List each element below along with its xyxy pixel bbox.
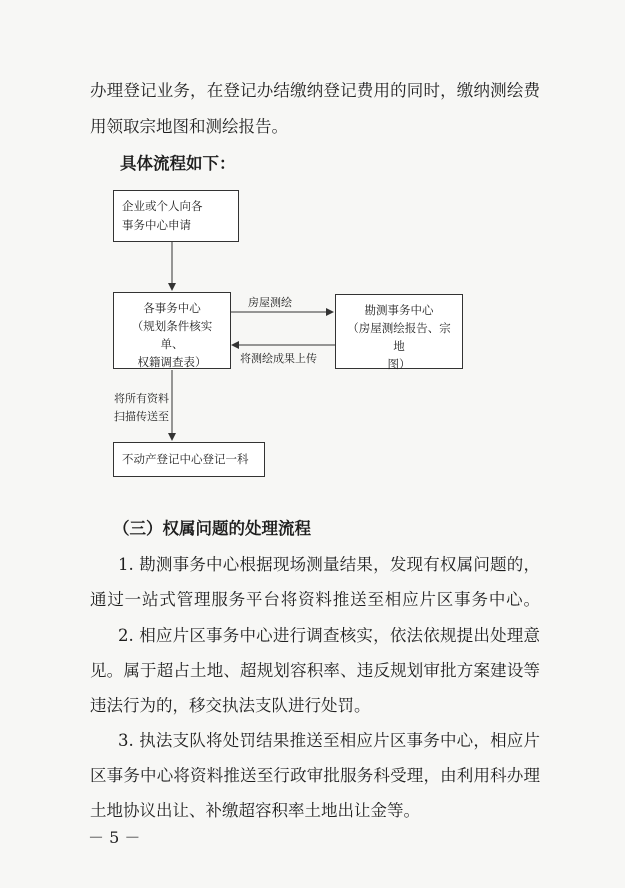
section-3-p2-line-3: 违法行为的，移交执法支队进行处罚。 (90, 696, 371, 715)
flow-box-apply (113, 190, 239, 242)
label-scan-line-1: 将所有资料 (114, 392, 169, 405)
section-3-p3-line-3: 土地协议出让、补缴超容积率土地出让金等。 (90, 801, 420, 820)
flow-box-registration (113, 442, 265, 477)
label-scan-line-2: 扫描传送至 (114, 410, 169, 423)
box-centers-line-1: 各事务中心 (143, 301, 201, 315)
section-3-p2-line-2: 见。属于超占土地、超规划容积率、违反规划审批方案建设等 (90, 661, 540, 680)
intro-line-1: 办理登记业务，在登记办结缴纳登记费用的同时，缴纳测绘费 (90, 81, 540, 100)
box-centers-line-3: 权籍调查表） (137, 355, 207, 369)
box-apply-line-1: 企业或个人向各 (122, 199, 203, 213)
section-3-title: （三）权属问题的处理流程 (113, 519, 311, 538)
flow-heading: 具体流程如下： (120, 154, 236, 173)
section-3-p1-line-2: 通过一站式管理服务平台将资料推送至相应片区事务中心。 (90, 590, 540, 609)
section-3-p3-line-1: 3. 执法支队将处罚结果推送至相应片区事务中心，相应片 (118, 731, 540, 750)
section-3-p3-line-2: 区事务中心将资料推送至行政审批服务科受理，由利用科办理 (90, 766, 540, 785)
label-house-survey: 房屋测绘 (248, 296, 292, 309)
box-survey-line-2: （房屋测绘报告、宗地 (347, 321, 451, 353)
box-apply-line-2: 事务中心申请 (122, 218, 191, 232)
box-registration-text: 不动产登记中心登记一科 (122, 452, 249, 466)
section-3-p2-line-1: 2. 相应片区事务中心进行调查核实，依法依规提出处理意 (118, 626, 540, 645)
label-upload-results: 将测绘成果上传 (240, 352, 317, 365)
flow-box-survey-center (335, 294, 463, 369)
box-survey-line-3: 图） (387, 357, 411, 371)
intro-line-2: 用领取宗地图和测绘报告。 (90, 117, 288, 136)
section-3-p1-line-1: 1. 勘测事务中心根据现场测量结果，发现有权属问题的， (118, 555, 540, 574)
box-centers-line-2: （规划条件核实单、 (131, 319, 213, 351)
flow-box-service-centers (113, 292, 231, 369)
page-number: － 5 － (88, 828, 141, 847)
box-survey-line-1: 勘测事务中心 (364, 303, 434, 317)
